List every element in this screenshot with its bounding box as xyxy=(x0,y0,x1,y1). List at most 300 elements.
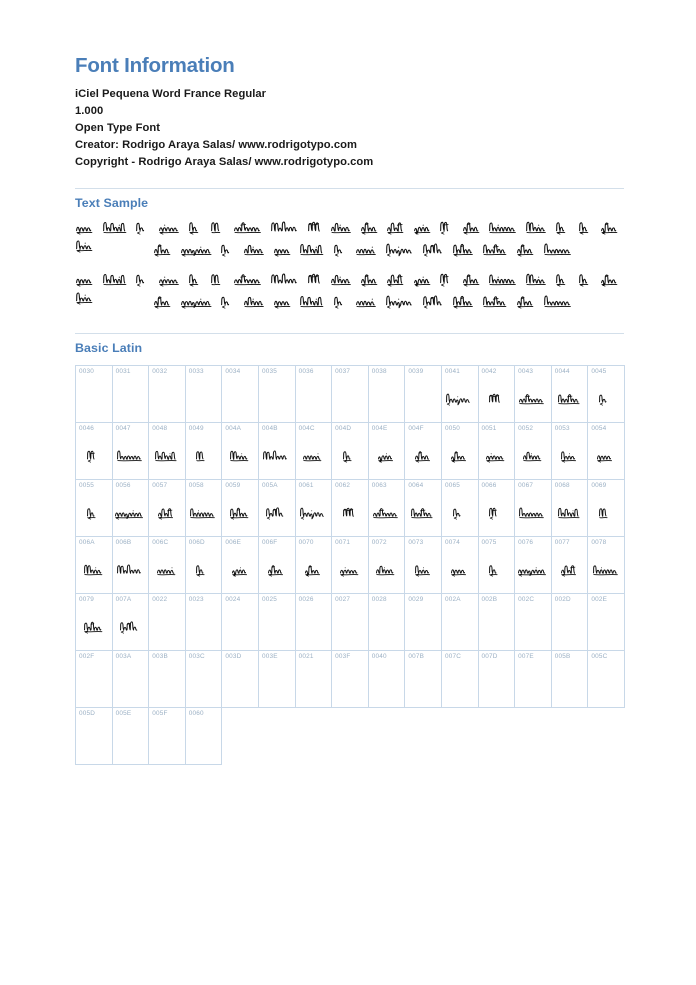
glyph-cell[interactable] xyxy=(405,365,442,422)
glyph-cell[interactable] xyxy=(258,650,295,707)
text-sample-word xyxy=(180,243,216,259)
font-format-line: Open Type Font xyxy=(75,121,161,134)
text-sample-word xyxy=(360,273,382,289)
glyph-code-label: 006C xyxy=(152,538,169,546)
glyph-code-label: 0051 xyxy=(481,424,497,432)
glyph-cell[interactable] xyxy=(551,365,588,422)
text-sample-word xyxy=(452,243,478,259)
glyph-cell[interactable] xyxy=(551,536,588,593)
glyph-code-label: 0041 xyxy=(444,367,460,375)
glyph-cell[interactable] xyxy=(551,422,588,479)
text-sample-word xyxy=(188,221,206,237)
glyph-cell[interactable] xyxy=(149,422,186,479)
glyph-cell-placeholder xyxy=(222,707,259,764)
text-sample-word xyxy=(555,273,573,289)
glyph-code-label: 0034 xyxy=(225,367,241,375)
glyph-cell[interactable] xyxy=(478,479,515,536)
glyph-cell[interactable] xyxy=(222,479,259,536)
glyph-cell[interactable] xyxy=(258,593,295,650)
glyph-code-label: 003E xyxy=(261,652,278,660)
glyph-preview xyxy=(369,496,406,534)
glyph-code-label: 0045 xyxy=(591,367,607,375)
text-sample-word xyxy=(233,221,266,237)
glyph-cell[interactable] xyxy=(185,650,222,707)
glyph-cell[interactable] xyxy=(112,479,149,536)
glyph-cell[interactable] xyxy=(478,365,515,422)
glyph-code-label: 0049 xyxy=(188,424,204,432)
glyph-preview xyxy=(442,382,479,420)
glyph-code-label: 0032 xyxy=(152,367,168,375)
glyph-cell[interactable] xyxy=(295,422,332,479)
glyph-code-label: 0075 xyxy=(481,538,497,546)
text-sample-word xyxy=(462,273,484,289)
text-sample-word xyxy=(188,273,206,289)
glyph-cell[interactable] xyxy=(478,536,515,593)
text-sample-word xyxy=(543,243,576,259)
glyph-cell[interactable] xyxy=(258,422,295,479)
text-sample-word xyxy=(153,243,175,259)
glyph-preview xyxy=(515,496,552,534)
glyph-code-label: 006A xyxy=(79,538,95,546)
glyph-code-label: 0062 xyxy=(335,481,351,489)
glyph-code-label: 003B xyxy=(152,652,168,660)
glyph-cell[interactable] xyxy=(112,365,149,422)
glyph-preview xyxy=(515,553,552,591)
glyph-code-label: 0036 xyxy=(298,367,314,375)
glyph-cell-placeholder xyxy=(368,707,405,764)
glyph-code-label: 005C xyxy=(591,652,608,660)
glyph-preview xyxy=(369,439,406,477)
glyph-cell[interactable] xyxy=(405,536,442,593)
glyph-code-label: 0042 xyxy=(481,367,497,375)
glyph-table-row xyxy=(76,365,625,422)
glyph-cell[interactable] xyxy=(368,422,405,479)
glyph-preview xyxy=(479,439,516,477)
glyph-table-row xyxy=(76,593,625,650)
glyph-code-label: 0022 xyxy=(152,595,168,603)
glyph-code-label: 0054 xyxy=(591,424,607,432)
glyph-preview xyxy=(186,553,223,591)
text-sample-word xyxy=(307,273,326,289)
glyph-cell[interactable] xyxy=(76,650,113,707)
glyph-cell[interactable] xyxy=(222,422,259,479)
glyph-cell[interactable] xyxy=(295,479,332,536)
glyph-code-label: 002B xyxy=(481,595,498,603)
glyph-cell[interactable] xyxy=(258,365,295,422)
glyph-preview xyxy=(296,439,333,477)
glyph-table-row xyxy=(76,707,625,764)
glyph-code-label: 007E xyxy=(518,652,534,660)
glyph-cell[interactable] xyxy=(441,365,478,422)
glyph-cell[interactable] xyxy=(405,593,442,650)
glyph-cell[interactable] xyxy=(405,650,442,707)
glyph-cell[interactable] xyxy=(368,479,405,536)
glyph-cell[interactable] xyxy=(149,707,186,764)
glyph-code-label: 0044 xyxy=(554,367,570,375)
font-version-line: 1.000 xyxy=(75,104,104,117)
glyph-cell[interactable] xyxy=(551,593,588,650)
text-sample-word xyxy=(525,221,551,237)
text-sample-word xyxy=(413,221,435,237)
glyph-preview xyxy=(332,439,369,477)
glyph-cell[interactable] xyxy=(515,365,552,422)
glyph-cell[interactable] xyxy=(222,650,259,707)
glyph-cell[interactable] xyxy=(185,593,222,650)
glyph-preview xyxy=(442,439,479,477)
glyph-cell[interactable] xyxy=(222,536,259,593)
glyph-cell[interactable] xyxy=(332,365,369,422)
glyph-table-row xyxy=(76,479,625,536)
glyph-preview xyxy=(259,496,296,534)
glyph-preview xyxy=(552,439,589,477)
glyph-preview xyxy=(552,382,589,420)
font-copyright-line: Copyright - Rodrigo Araya Salas/ www.rodrigotypo.com xyxy=(75,155,374,168)
text-sample-word xyxy=(243,295,269,311)
glyph-code-label: 003D xyxy=(225,652,242,660)
glyph-cell[interactable] xyxy=(515,650,552,707)
glyph-code-label: 007A xyxy=(115,595,132,603)
glyph-cell[interactable] xyxy=(478,650,515,707)
glyph-preview xyxy=(405,553,442,591)
glyph-code-label: 0052 xyxy=(518,424,534,432)
text-sample-word xyxy=(273,295,295,311)
glyph-preview xyxy=(332,496,369,534)
font-creator-line: Creator: Rodrigo Araya Salas/ www.rodrigotypo.com xyxy=(75,138,357,151)
glyph-cell[interactable] xyxy=(588,536,625,593)
glyph-cell[interactable] xyxy=(112,422,149,479)
glyph-code-label: 0055 xyxy=(79,481,95,489)
glyph-code-label: 0074 xyxy=(444,538,460,546)
section-basic-latin xyxy=(75,333,625,765)
text-sample-word xyxy=(210,273,228,289)
glyph-cell[interactable] xyxy=(588,479,625,536)
text-sample-word xyxy=(75,221,97,237)
glyph-cell[interactable] xyxy=(588,422,625,479)
glyph-code-label: 0029 xyxy=(408,595,424,603)
glyph-code-label: 006D xyxy=(188,538,205,546)
section-divider xyxy=(75,333,624,334)
glyph-cell[interactable] xyxy=(368,536,405,593)
glyph-cell[interactable] xyxy=(76,707,113,764)
glyph-code-label: 0053 xyxy=(554,424,570,432)
glyph-preview xyxy=(515,382,552,420)
text-sample-word xyxy=(153,295,175,311)
glyph-cell[interactable] xyxy=(441,479,478,536)
glyph-code-label: 0046 xyxy=(79,424,95,432)
glyph-cell[interactable] xyxy=(295,650,332,707)
glyph-code-label: 0037 xyxy=(335,367,351,375)
text-sample-block xyxy=(75,272,625,316)
glyph-cell[interactable] xyxy=(551,479,588,536)
glyph-cell[interactable] xyxy=(295,365,332,422)
text-sample-word xyxy=(488,221,521,237)
glyph-code-label: 004E xyxy=(371,424,388,432)
glyph-cell[interactable] xyxy=(551,650,588,707)
text-sample-word xyxy=(135,221,153,237)
text-sample-line xyxy=(75,272,625,294)
glyph-code-label: 004A xyxy=(225,424,242,432)
glyph-cell[interactable] xyxy=(332,593,369,650)
text-sample-word xyxy=(158,273,184,289)
document-header xyxy=(75,55,625,171)
glyph-preview xyxy=(186,496,223,534)
glyph-preview xyxy=(369,553,406,591)
text-sample-word xyxy=(220,243,238,259)
glyph-preview xyxy=(442,553,479,591)
glyph-preview xyxy=(479,553,516,591)
document-content xyxy=(75,55,625,765)
glyph-cell[interactable] xyxy=(368,650,405,707)
text-sample-word xyxy=(270,221,303,237)
glyph-table-row xyxy=(76,650,625,707)
glyph-preview xyxy=(588,553,625,591)
glyph-cell[interactable] xyxy=(222,593,259,650)
glyph-cell[interactable] xyxy=(588,593,625,650)
glyph-preview xyxy=(515,439,552,477)
glyph-code-label: 0068 xyxy=(554,481,570,489)
glyph-preview xyxy=(479,496,516,534)
glyph-code-label: 005E xyxy=(115,709,132,717)
glyph-code-label: 0059 xyxy=(225,481,241,489)
text-sample-word xyxy=(385,295,418,311)
glyph-code-label: 0030 xyxy=(79,367,95,375)
glyph-preview xyxy=(186,439,223,477)
glyph-code-label: 0066 xyxy=(481,481,497,489)
text-sample-word xyxy=(307,221,326,237)
glyph-cell-placeholder xyxy=(441,707,478,764)
glyph-preview xyxy=(332,553,369,591)
glyph-cell-placeholder xyxy=(258,707,295,764)
glyph-code-label: 005B xyxy=(554,652,571,660)
glyph-code-label: 0069 xyxy=(591,481,607,489)
text-sample-host xyxy=(75,220,625,316)
glyph-code-label: 0056 xyxy=(115,481,131,489)
glyph-preview xyxy=(76,553,113,591)
glyph-cell[interactable] xyxy=(76,593,113,650)
glyph-cell[interactable] xyxy=(478,593,515,650)
text-sample-word xyxy=(75,273,97,289)
glyph-cell[interactable] xyxy=(112,707,149,764)
glyph-preview xyxy=(296,496,333,534)
text-sample-word xyxy=(385,243,418,259)
glyph-cell[interactable] xyxy=(76,536,113,593)
glyph-preview xyxy=(552,553,589,591)
glyph-preview xyxy=(76,439,113,477)
glyph-table-row xyxy=(76,536,625,593)
glyph-cell[interactable] xyxy=(76,365,113,422)
text-sample-word xyxy=(439,273,457,289)
glyph-cell[interactable] xyxy=(185,365,222,422)
glyph-code-label: 002A xyxy=(444,595,461,603)
section-text-sample xyxy=(75,188,625,316)
text-sample-word xyxy=(525,273,551,289)
glyph-table-row xyxy=(76,422,625,479)
glyph-code-label: 0065 xyxy=(444,481,460,489)
glyph-preview xyxy=(113,610,150,648)
glyph-preview xyxy=(296,553,333,591)
glyph-cell[interactable] xyxy=(588,365,625,422)
glyph-cell[interactable] xyxy=(258,536,295,593)
text-sample-word xyxy=(516,295,538,311)
glyph-cell[interactable] xyxy=(441,593,478,650)
glyph-cell[interactable] xyxy=(295,593,332,650)
text-sample-word xyxy=(578,273,596,289)
glyph-cell-placeholder xyxy=(295,707,332,764)
text-sample-word xyxy=(482,295,511,311)
glyph-cell-placeholder xyxy=(515,707,552,764)
glyph-cell[interactable] xyxy=(185,707,222,764)
glyph-code-label: 0033 xyxy=(188,367,204,375)
glyph-code-label: 007B xyxy=(408,652,425,660)
glyph-cell[interactable] xyxy=(441,650,478,707)
text-sample-word xyxy=(360,221,382,237)
glyph-code-label: 005F xyxy=(152,709,168,717)
font-metadata-list xyxy=(75,86,625,171)
glyph-preview xyxy=(222,496,259,534)
glyph-code-label: 0026 xyxy=(298,595,314,603)
text-sample-word xyxy=(333,243,351,259)
glyph-cell-placeholder xyxy=(478,707,515,764)
text-sample-line xyxy=(75,294,625,316)
glyph-code-label: 006F xyxy=(261,538,278,546)
glyph-code-label: 0038 xyxy=(371,367,387,375)
glyph-preview xyxy=(149,439,186,477)
glyph-cell[interactable] xyxy=(441,422,478,479)
glyph-code-label: 004D xyxy=(335,424,352,432)
glyph-cell[interactable] xyxy=(149,479,186,536)
glyph-code-label: 0077 xyxy=(554,538,570,546)
text-sample-word xyxy=(135,273,153,289)
section-title-basic-latin: Basic Latin xyxy=(75,340,143,355)
text-sample-word xyxy=(439,221,457,237)
text-sample-word xyxy=(386,273,408,289)
text-sample-word xyxy=(452,295,478,311)
glyph-cell[interactable] xyxy=(185,536,222,593)
glyph-cell[interactable] xyxy=(515,593,552,650)
glyph-code-label: 003C xyxy=(188,652,205,660)
glyph-preview xyxy=(259,439,296,477)
glyph-code-label: 003F xyxy=(335,652,351,660)
text-sample-block xyxy=(75,220,625,264)
glyph-code-label: 0035 xyxy=(261,367,277,375)
glyph-code-label: 0021 xyxy=(298,652,314,660)
glyph-cell[interactable] xyxy=(295,536,332,593)
glyph-cell[interactable] xyxy=(258,479,295,536)
glyph-code-label: 002F xyxy=(79,652,95,660)
glyph-code-label: 003A xyxy=(115,652,132,660)
glyph-cell[interactable] xyxy=(149,650,186,707)
glyph-code-label: 0063 xyxy=(371,481,387,489)
glyph-cell[interactable] xyxy=(332,422,369,479)
glyph-cell[interactable] xyxy=(185,422,222,479)
text-sample-line xyxy=(75,220,625,242)
glyph-cell[interactable] xyxy=(76,479,113,536)
glyph-cell[interactable] xyxy=(405,422,442,479)
glyph-preview xyxy=(588,382,625,420)
glyph-cell-placeholder xyxy=(551,707,588,764)
text-sample-word xyxy=(555,221,573,237)
glyph-cell[interactable] xyxy=(332,650,369,707)
glyph-cell[interactable] xyxy=(332,536,369,593)
text-sample-word xyxy=(413,273,435,289)
glyph-cell[interactable] xyxy=(149,365,186,422)
glyph-preview xyxy=(479,382,516,420)
glyph-cell-placeholder xyxy=(332,707,369,764)
glyph-cell[interactable] xyxy=(112,536,149,593)
glyph-cell[interactable] xyxy=(149,536,186,593)
glyph-code-label: 0025 xyxy=(261,595,277,603)
glyph-cell[interactable] xyxy=(515,479,552,536)
text-sample-word xyxy=(273,243,295,259)
font-name-line: iCiel Pequena Word France Regular xyxy=(75,87,267,100)
glyph-code-label: 005D xyxy=(79,709,96,717)
text-sample-word xyxy=(158,221,184,237)
text-sample-word xyxy=(299,243,328,259)
glyph-cell[interactable] xyxy=(149,593,186,650)
glyph-cell[interactable] xyxy=(112,650,149,707)
glyph-preview xyxy=(552,496,589,534)
glyph-cell[interactable] xyxy=(368,593,405,650)
glyph-table-body xyxy=(76,365,625,764)
glyph-preview xyxy=(405,496,442,534)
glyph-preview xyxy=(76,496,113,534)
glyph-cell[interactable] xyxy=(515,422,552,479)
text-sample-word xyxy=(330,273,356,289)
text-sample-word xyxy=(220,295,238,311)
glyph-cell[interactable] xyxy=(112,593,149,650)
glyph-cell[interactable] xyxy=(185,479,222,536)
text-sample-word xyxy=(543,295,576,311)
glyph-cell[interactable] xyxy=(515,536,552,593)
glyph-code-label: 0024 xyxy=(225,595,241,603)
glyph-code-label: 002E xyxy=(591,595,608,603)
glyph-cell[interactable] xyxy=(222,365,259,422)
section-title-text-sample: Text Sample xyxy=(75,195,149,210)
glyph-preview xyxy=(113,553,150,591)
text-sample-word xyxy=(233,273,266,289)
glyph-preview xyxy=(442,496,479,534)
glyph-code-label: 0048 xyxy=(152,424,168,432)
glyph-cell[interactable] xyxy=(368,365,405,422)
glyph-code-label: 0061 xyxy=(298,481,314,489)
text-sample-word xyxy=(482,243,511,259)
glyph-code-label: 0057 xyxy=(152,481,168,489)
glyph-code-label: 0072 xyxy=(371,538,387,546)
glyph-preview xyxy=(76,610,113,648)
glyph-cell[interactable] xyxy=(76,422,113,479)
glyph-cell[interactable] xyxy=(332,479,369,536)
text-sample-word xyxy=(422,243,448,259)
glyph-code-label: 0039 xyxy=(408,367,424,375)
glyph-preview xyxy=(222,553,259,591)
text-sample-word xyxy=(180,295,216,311)
glyph-cell[interactable] xyxy=(478,422,515,479)
text-sample-line xyxy=(75,242,625,264)
glyph-cell[interactable] xyxy=(441,536,478,593)
text-sample-word xyxy=(462,221,484,237)
glyph-preview xyxy=(149,496,186,534)
text-sample-word xyxy=(355,243,381,259)
glyph-code-label: 0078 xyxy=(591,538,607,546)
text-sample-word xyxy=(330,221,356,237)
glyph-cell[interactable] xyxy=(588,650,625,707)
glyph-code-label: 007D xyxy=(481,652,498,660)
glyph-preview xyxy=(149,553,186,591)
glyph-code-label: 0064 xyxy=(408,481,424,489)
text-sample-word xyxy=(102,221,131,237)
glyph-cell[interactable] xyxy=(405,479,442,536)
glyph-preview xyxy=(222,439,259,477)
